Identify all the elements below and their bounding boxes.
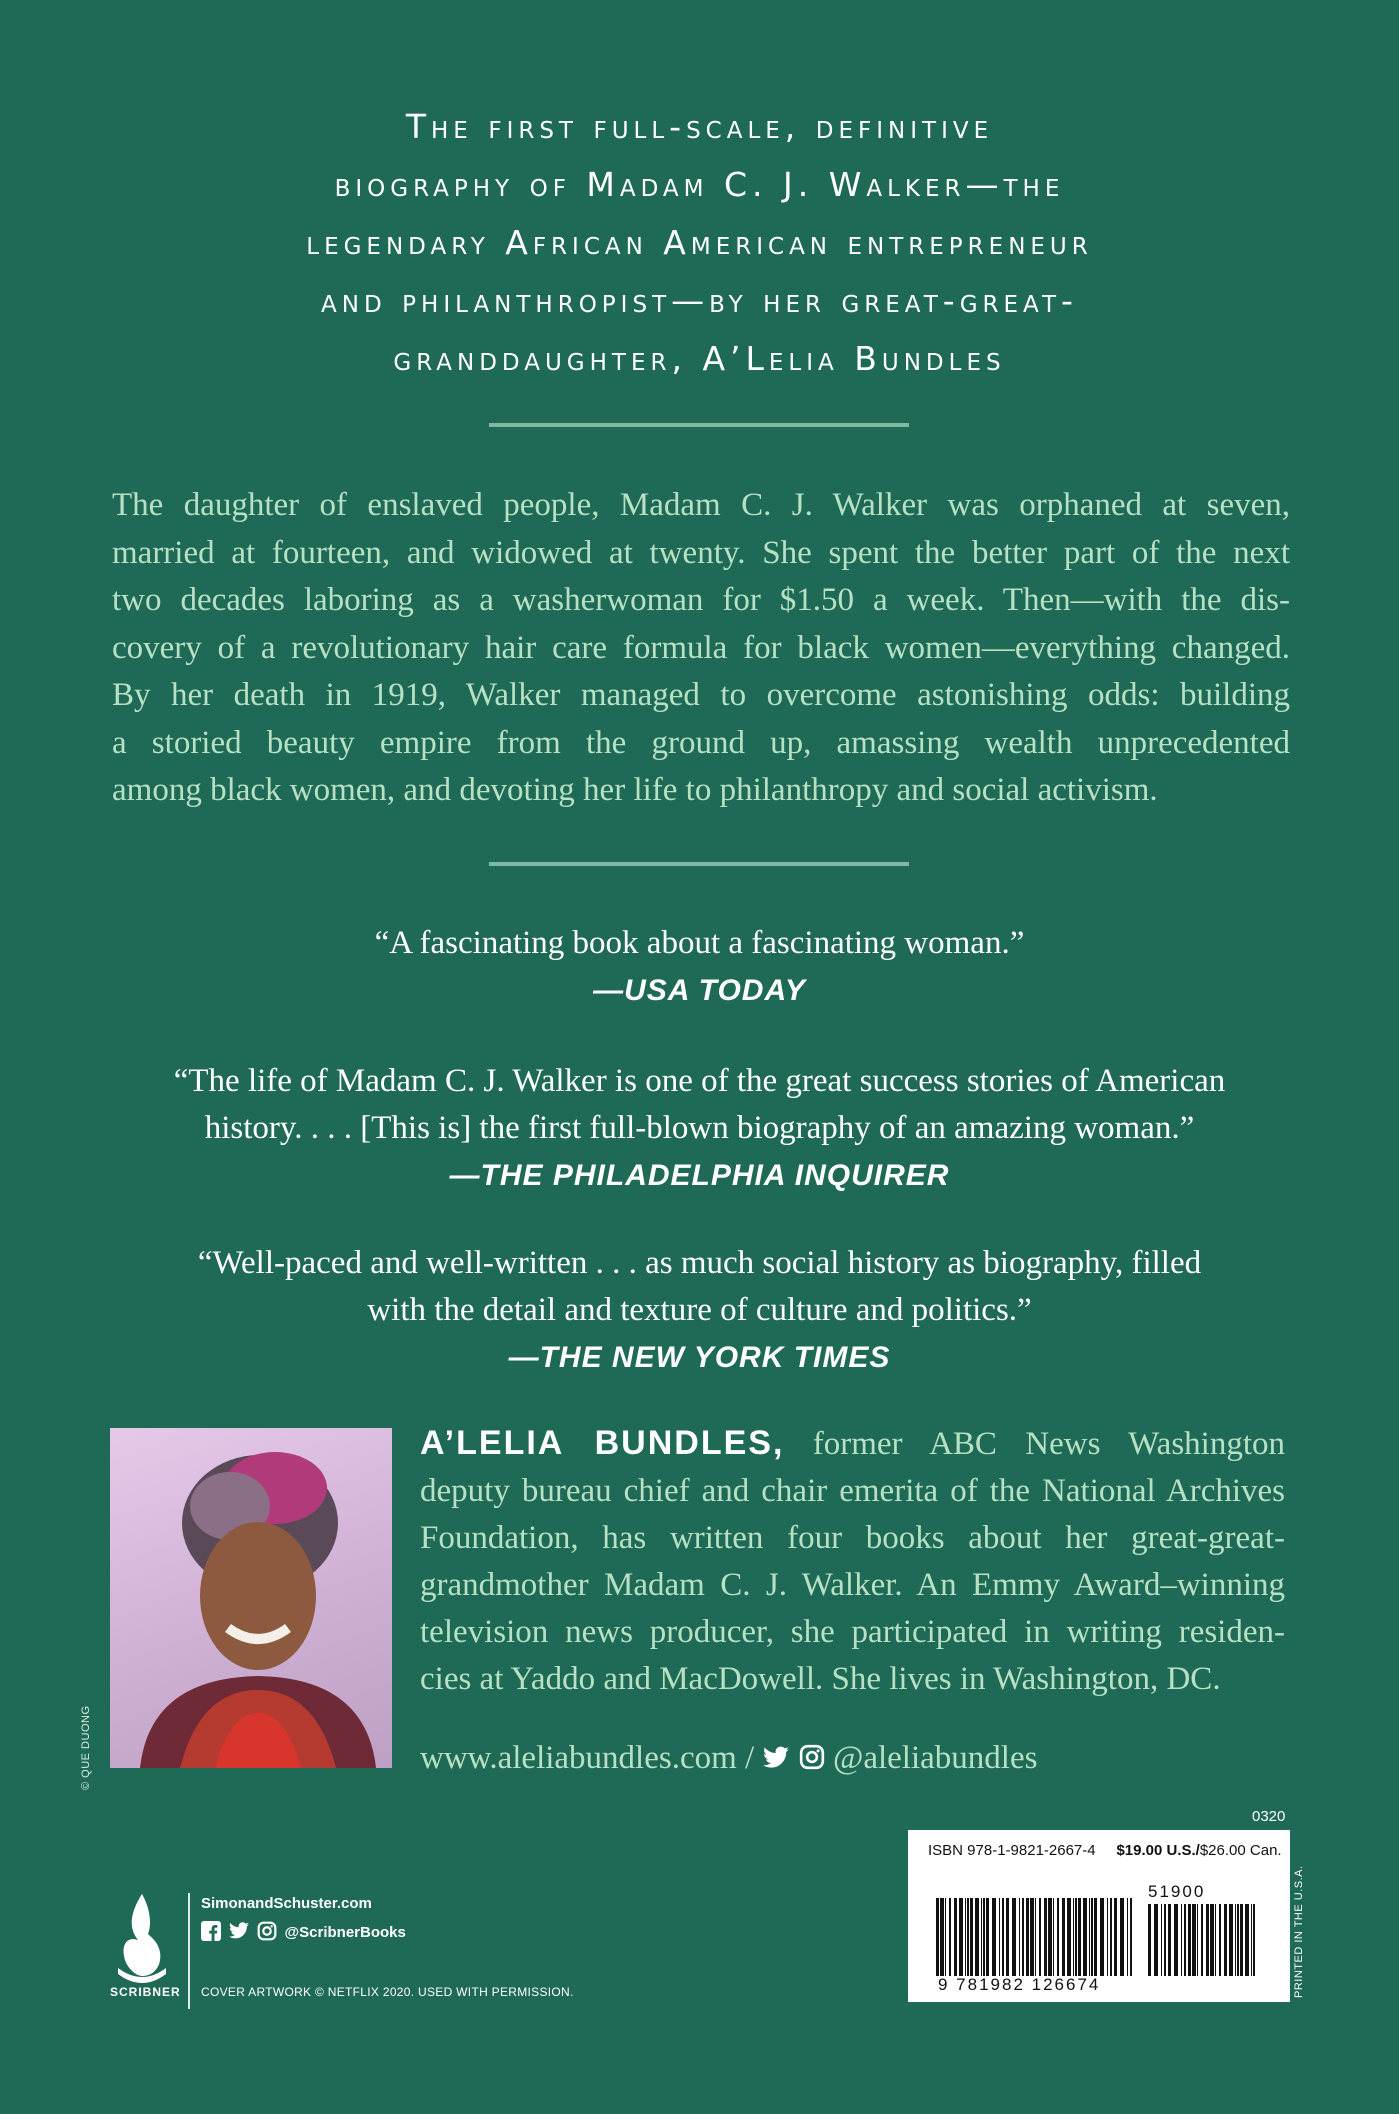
barcode-bar (1107, 1898, 1108, 1976)
barcode-bar (1168, 1904, 1171, 1976)
barcode-bar (1044, 1898, 1047, 1976)
instagram-icon[interactable] (257, 1921, 277, 1945)
barcode-bar (954, 1898, 957, 1976)
barcode-bar (1002, 1898, 1004, 1976)
barcode-bar (959, 1898, 963, 1976)
barcode-bar (1245, 1904, 1249, 1976)
twitter-icon[interactable] (762, 1737, 790, 1784)
synopsis (112, 482, 1290, 815)
barcode-bar (967, 1898, 969, 1976)
bio-line: television news producer, she participated in writing residen- (420, 1614, 1285, 1650)
barcode-bar (1048, 1898, 1052, 1976)
barcode-bar (1130, 1898, 1132, 1976)
photo-credit: © QUE DUONG (80, 1705, 92, 1790)
scribner-flame-logo (108, 1890, 174, 2000)
barcode-bar (981, 1898, 982, 1976)
barcode-bar (1019, 1898, 1020, 1976)
publisher-website-link[interactable]: SimonandSchuster.com (201, 1895, 372, 1912)
isbn-text: ISBN 978-1-9821-2667-4 (928, 1842, 1096, 1859)
barcode-bar (1083, 1898, 1087, 1976)
ean-number: 9 781982 126674 (938, 1975, 1101, 1994)
barcode-bar (1161, 1904, 1162, 1976)
barcode-bar (1192, 1904, 1196, 1976)
barcode-bar (1215, 1904, 1216, 1976)
barcode-bar (1057, 1898, 1059, 1976)
bio-line: Foundation, has written four books about her great-great- (420, 1520, 1285, 1556)
scribner-imprint-label: SCRIBNER (110, 1985, 181, 1999)
twitter-icon[interactable] (228, 1922, 250, 1944)
barcode-bar (1253, 1904, 1255, 1976)
publisher-handle[interactable]: @ScribnerBooks (284, 1923, 406, 1941)
barcode-bar (1078, 1898, 1081, 1976)
bio-line: grandmother Madam C. J. Walker. An Emmy Award–winning (420, 1567, 1285, 1603)
quote-source: —THE NEW YORK TIMES (508, 1341, 891, 1374)
headline-line: granddaughter, A’Lelia Bundles (393, 339, 1006, 378)
review-quote-philadelphia-inquirer (60, 1058, 1339, 1199)
synopsis-line: two decades laboring as a washerwoman for $1.50 a week. Then—with the dis- (112, 582, 1290, 618)
barcode-bar (1181, 1904, 1182, 1976)
bio-line-first (420, 1420, 1285, 1468)
quote-source: —THE PHILADELPHIA INQUIRER (449, 1159, 950, 1192)
divider-rule (489, 423, 909, 427)
review-quote-usa-today (60, 920, 1339, 1014)
author-web-links (420, 1735, 1037, 1784)
barcode-bar (992, 1898, 996, 1976)
barcode-bar (1229, 1904, 1233, 1976)
barcode-bar (1067, 1898, 1071, 1976)
barcode-bar (1062, 1898, 1065, 1976)
price-can: $26.00 Can. (1199, 1842, 1282, 1859)
barcode-bar (1188, 1904, 1191, 1976)
instagram-icon[interactable] (799, 1737, 825, 1784)
barcode-bar (1114, 1898, 1117, 1976)
barcode-bar (970, 1898, 973, 1976)
barcode-bar (1022, 1898, 1024, 1976)
barcode-bar (1224, 1904, 1227, 1976)
facebook-icon[interactable] (201, 1921, 221, 1945)
barcode-bar (1073, 1898, 1074, 1976)
barcode-bar (1053, 1898, 1054, 1976)
barcode-bar (1012, 1898, 1016, 1976)
barcode-bar (1006, 1898, 1009, 1976)
isbn-barcode-box (908, 1830, 1290, 2002)
quote-text: with the detail and texture of culture and politics.” (367, 1292, 1032, 1328)
barcode-bar (936, 1898, 939, 1976)
barcode-bar (1091, 1898, 1093, 1976)
barcode-bar (949, 1898, 951, 1976)
bio-line: deputy bureau chief and chair emerita of the National Archives (420, 1473, 1285, 1509)
barcode-bar (983, 1898, 985, 1976)
barcode-bar (1110, 1898, 1112, 1976)
headline (100, 98, 1299, 388)
quote-source: —USA TODAY (593, 974, 806, 1007)
review-quote-new-york-times (60, 1240, 1339, 1381)
cover-artwork-credit: COVER ARTWORK © NETFLIX 2020. USED WITH PERMISSION. (201, 1985, 574, 1999)
author-bio (420, 1420, 1285, 1703)
logo-divider (188, 1893, 190, 2009)
barcode-bar (1035, 1898, 1036, 1976)
barcode-bar (945, 1898, 946, 1976)
barcode-bar (1039, 1898, 1041, 1976)
barcode-bar (965, 1898, 966, 1976)
barcode-bar (940, 1898, 944, 1976)
author-portrait-illustration (110, 1428, 392, 1768)
barcode-bar (1184, 1904, 1186, 1976)
barcode-bar (1154, 1904, 1158, 1976)
barcode-bar (1206, 1904, 1209, 1976)
barcode-bar (1251, 1904, 1252, 1976)
headline-line: and philanthropist—by her great-great- (321, 281, 1078, 320)
barcode-bar (1148, 1904, 1151, 1976)
barcode-bar (1210, 1904, 1214, 1976)
bio-text: former ABC News Washington (812, 1426, 1286, 1462)
quote-text: “The life of Madam C. J. Walker is one of the great success stories of American (173, 1063, 1226, 1099)
synopsis-line: By her death in 1919, Walker managed to overcome astonishing odds: building (112, 677, 1290, 713)
barcode-bar (975, 1898, 979, 1976)
barcode-bar (1201, 1904, 1203, 1976)
headline-line: The first full-scale, definitive (405, 107, 994, 146)
synopsis-line: a storied beauty empire from the ground up, amassing wealth unprecedented (112, 724, 1290, 761)
barcode-bar (1026, 1898, 1029, 1976)
synopsis-line: covery of a revolutionary hair care formula for black women—everything changed. (112, 629, 1290, 666)
author-photo (110, 1428, 392, 1768)
barcode-bar (1094, 1898, 1097, 1976)
bio-line: cies at Yaddo and MacDowell. She lives in Washington, DC. (420, 1661, 1221, 1697)
barcode-bar (1197, 1904, 1198, 1976)
quote-text: history. . . . [This is] the first full-blown biography of an amazing woman.” (204, 1110, 1195, 1146)
barcode-bar (1237, 1904, 1239, 1976)
barcode-bar (999, 1898, 1000, 1976)
barcode-bar (1100, 1898, 1104, 1976)
price-code: 51900 (1148, 1882, 1206, 1901)
headline-line: legendary African American entrepreneur (306, 223, 1093, 262)
barcode-bar (1127, 1898, 1128, 1976)
publisher-code: 0320 (1252, 1808, 1286, 1825)
divider-rule (489, 862, 909, 866)
barcode-bar (1235, 1904, 1236, 1976)
barcode-bar (1164, 1904, 1166, 1976)
price-us: $19.00 U.S./ (1116, 1842, 1200, 1859)
author-name: A’LELIA BUNDLES, (420, 1424, 785, 1462)
quote-text: “A fascinating book about a fascinating woman.” (374, 925, 1025, 961)
barcode-bar (1219, 1904, 1221, 1976)
author-website-link[interactable]: www.aleliabundles.com / (420, 1740, 755, 1776)
barcode-bar (986, 1898, 989, 1976)
barcode-bar (1030, 1898, 1034, 1976)
headline-line: biography of Madam C. J. Walker—the (334, 165, 1065, 204)
synopsis-line: The daughter of enslaved people, Madam C. J. Walker was orphaned at seven, (112, 487, 1290, 523)
barcode-bar (1089, 1898, 1090, 1976)
author-handle[interactable]: @aleliabundles (832, 1740, 1038, 1776)
barcode-bar (1240, 1904, 1243, 1976)
barcode-bar (1174, 1904, 1178, 1976)
barcode-bar (1075, 1898, 1077, 1976)
publisher-social (201, 1921, 406, 1945)
synopsis-line: married at fourteen, and widowed at twenty. She spent the better part of the next (112, 534, 1290, 571)
printed-in-usa: PRINTED IN THE U.S.A. (1293, 1865, 1305, 1998)
quote-text: “Well-paced and well-written . . . as much social history as biography, filled (197, 1245, 1202, 1281)
synopsis-line: among black women, and devoting her life to philanthropy and social activism. (112, 772, 1158, 808)
barcode-bar (1120, 1898, 1124, 1976)
